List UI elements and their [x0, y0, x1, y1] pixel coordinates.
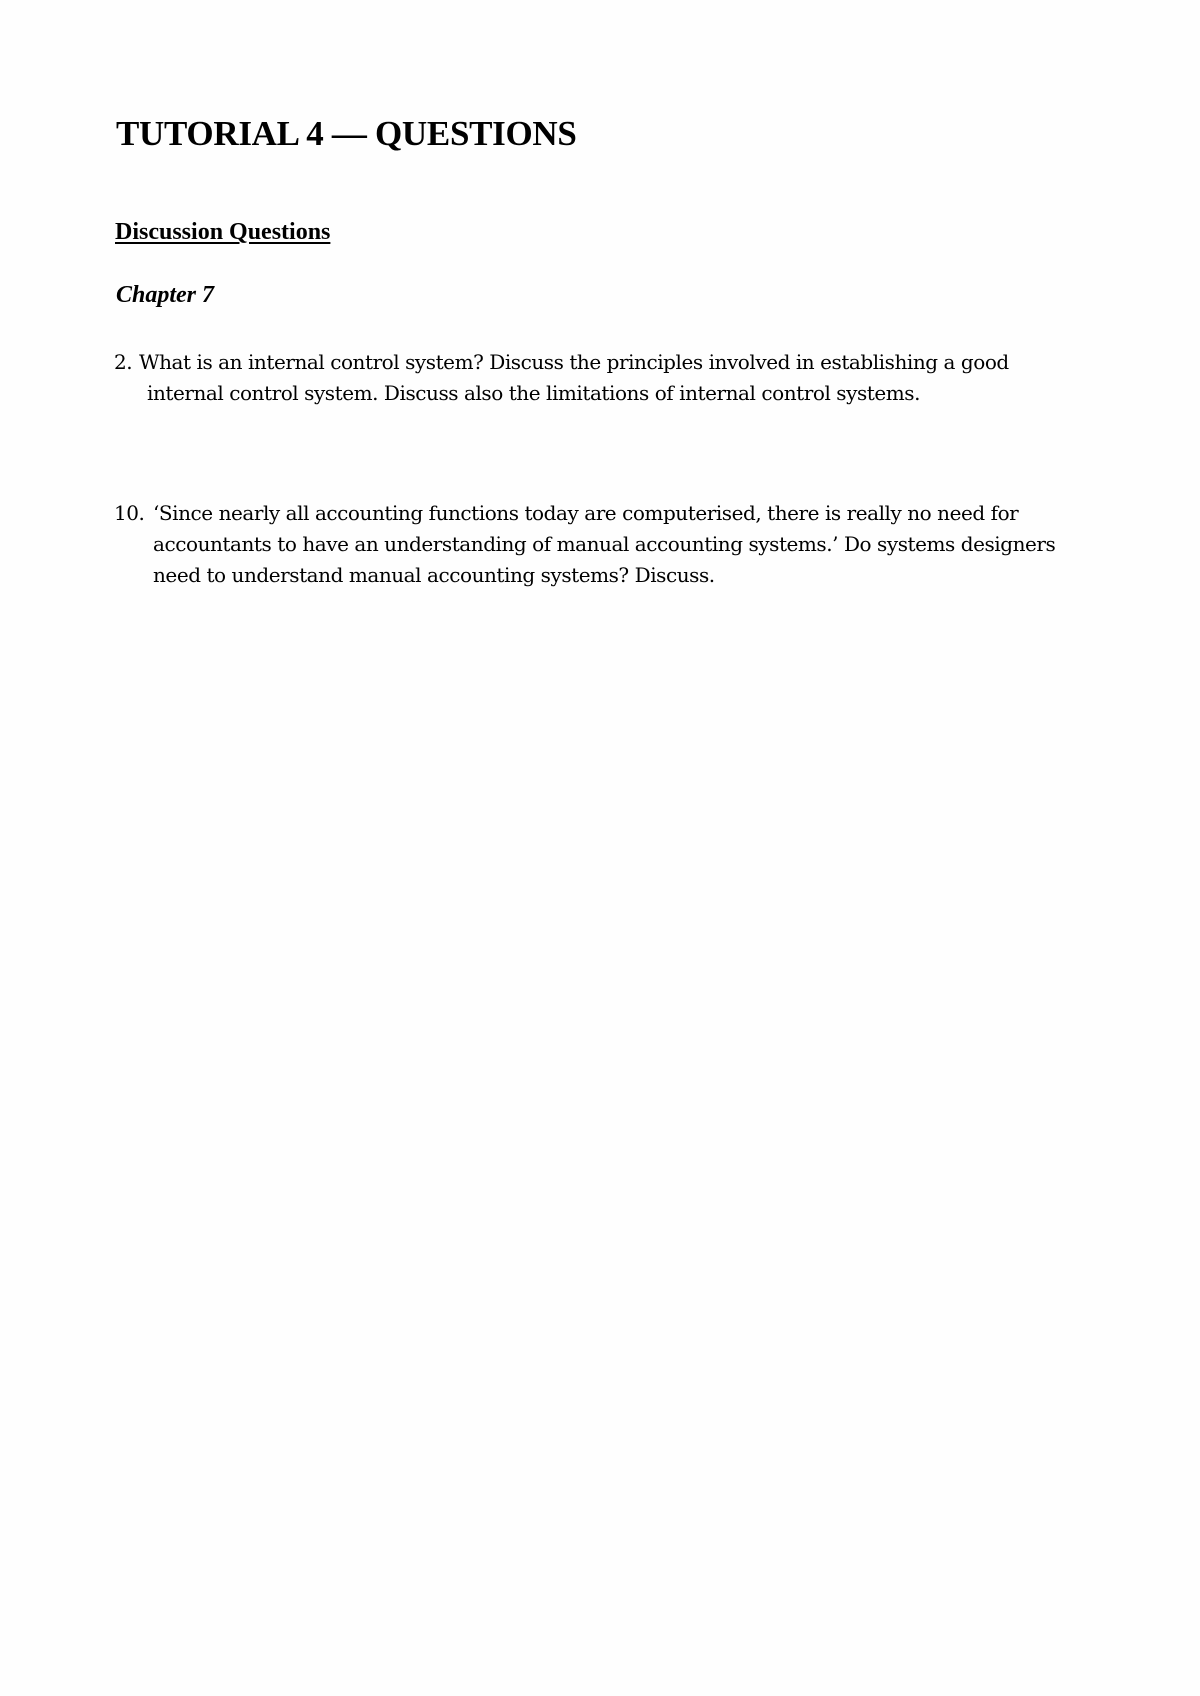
page-title: TUTORIAL 4 — QUESTIONS: [116, 114, 577, 153]
section-heading: Discussion Questions: [115, 219, 331, 245]
question-text: What is an internal control system? Discuss the principles involved in establishing a good internal control system. Discuss also the limitations of internal control systems.: [139, 350, 1009, 405]
question-text: ‘Since nearly all accounting functions today are computerised, there is really no need for accountants to have an understanding of manual accounting systems.’ Do systems designers need to understand manual accounting systems? Discuss.: [153, 501, 1056, 587]
chapter-heading: Chapter 7: [116, 282, 215, 308]
question-number: 2.: [114, 350, 133, 374]
question-item: [114, 498, 1074, 591]
question-number: 10.: [114, 501, 145, 525]
question-item: [114, 347, 1074, 409]
